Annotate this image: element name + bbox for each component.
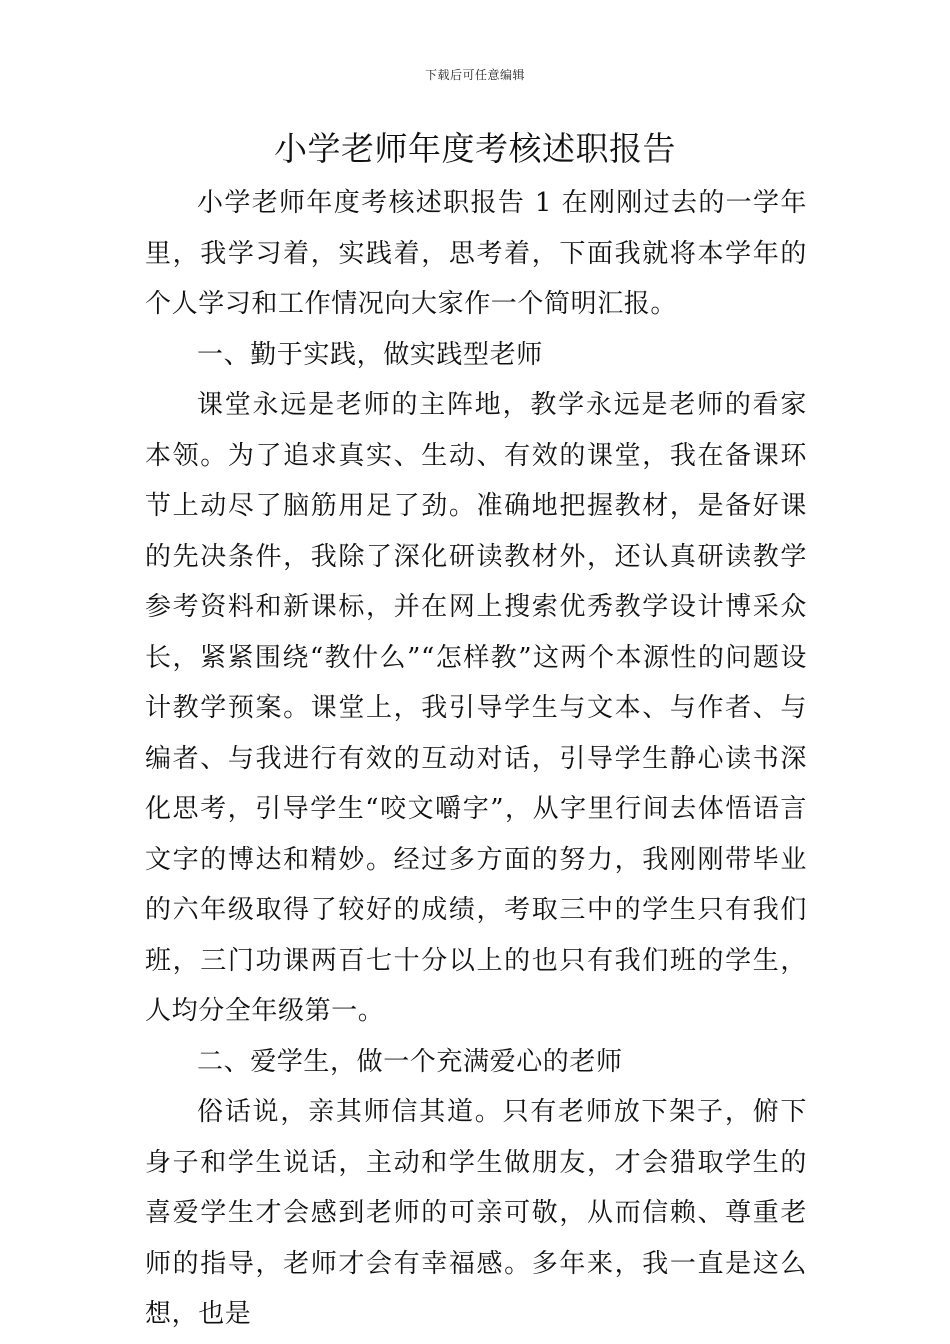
section-heading-practice: 一、勤于实践，做实践型老师	[197, 339, 543, 370]
header-note: 下载后可任意编辑	[424, 68, 525, 82]
paragraph-practice: 课堂永远是老师的主阵地，教学永远是老师的看家本领。为了追求真实、生动、有效的课堂，我在备课环节上动尽了脑筋用足了劲。准确地把握教材，是备好课的先决条件，我除了深化研读教材外，还认真研读教学参考资料和新课标，并在网上搜索优秀教学设计博采众长，紧紧围绕“教什么”“怎样教”这两个本源性的问题设计教学预案。课堂上，我引导学生与文本、与作者、与编者、与我进行有效的互动对话，引导学生静心读书深化思考，引导学生“咬文嚼字”，从字里行间去体悟语言文字的博达和精妙。经过多方面的努力，我刚刚带毕业的六年级取得了较好的成绩，考取三中的学生只有我们班，三门功课两百七十分以上的也只有我们班的学生，人均分全年级第一。	[145, 390, 807, 1026]
document-title: 小学老师年度考核述职报告	[274, 129, 676, 168]
paragraph-intro: 小学老师年度考核述职报告 1 在刚刚过去的一学年里，我学习着，实践着，思考着，下面我就将本学年的个人学习和工作情况向大家作一个简明汇报。	[145, 188, 807, 319]
paragraph-love-students: 俗话说，亲其师信其道。只有老师放下架子，俯下身子和学生说话，主动和学生做朋友，才会猎取学生的喜爱学生才会感到老师的可亲可敬，从而信赖、尊重老师的指导，老师才会有幸福感。多年来，我一直是这么想，也是	[145, 1097, 807, 1329]
section-heading-love-students: 二、爱学生，做一个充满爱心的老师	[197, 1046, 623, 1077]
document-body	[145, 178, 807, 1340]
